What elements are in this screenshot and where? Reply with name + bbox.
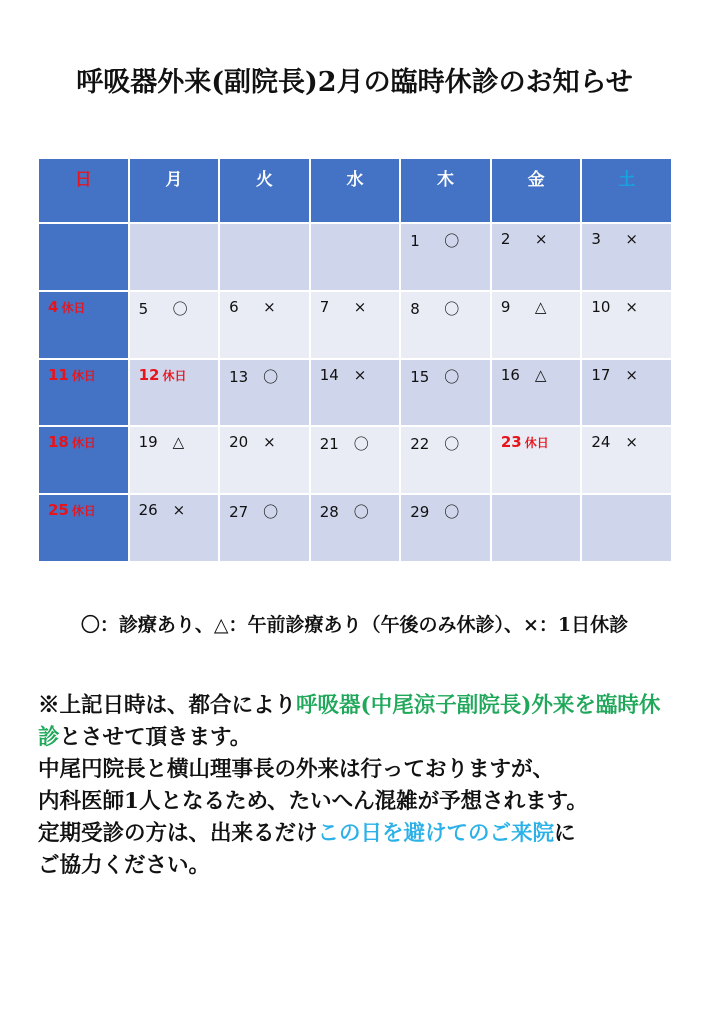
calendar-day-cell (310, 359, 401, 427)
day-number: 24 (591, 433, 611, 452)
day-number: 20 (229, 433, 249, 452)
day-number: 28 (319, 503, 339, 522)
holiday-text: 休日 (71, 436, 96, 451)
calendar-day-cell (491, 494, 582, 562)
day-number: 7 (319, 297, 330, 316)
calendar-day-cell (310, 494, 401, 562)
notice-line (38, 690, 678, 754)
holiday-text: 休日 (524, 436, 549, 451)
header-sunday (38, 158, 129, 223)
day-number: 26 (138, 501, 158, 520)
calendar-day-cell (400, 223, 491, 291)
calendar-week-row (38, 359, 672, 427)
day-number: 14 (319, 365, 339, 384)
header-friday: 金 (491, 158, 582, 223)
calendar-day-cell (581, 426, 672, 494)
header-label: 土 (618, 170, 636, 190)
notice-text: に (554, 821, 576, 846)
status-mark: 〇 (353, 503, 369, 522)
day-number: 13 (229, 367, 249, 386)
status-mark: × (353, 365, 367, 384)
calendar-day-cell (38, 291, 129, 359)
header-tuesday: 火 (219, 158, 310, 223)
calendar-day-cell (491, 291, 582, 359)
status-mark: 〇 (444, 435, 460, 454)
day-number: 21 (319, 435, 339, 454)
day-number: 17 (591, 365, 611, 384)
day-number: 29 (410, 503, 430, 522)
day-number: 23 (500, 433, 522, 452)
day-number: 11 (48, 365, 69, 384)
holiday-text: 休日 (71, 504, 96, 519)
calendar-day-cell (38, 359, 129, 427)
calendar-day-cell (581, 494, 672, 562)
status-mark: × (625, 297, 638, 316)
status-mark: × (353, 297, 367, 316)
day-number: 5 (138, 299, 149, 318)
status-mark: × (263, 433, 276, 452)
header-monday: 月 (129, 158, 220, 223)
holiday-label (501, 435, 549, 451)
calendar-day-cell (38, 426, 129, 494)
calendar-week-row (38, 223, 672, 291)
status-mark: × (625, 365, 638, 384)
calendar-day-cell (219, 359, 310, 427)
calendar-week-row (38, 426, 672, 494)
calendar-day-cell (581, 291, 672, 359)
calendar-day-cell (219, 426, 310, 494)
status-mark: 〇 (263, 503, 279, 522)
status-mark: 〇 (444, 367, 460, 386)
day-number: 1 (410, 232, 420, 250)
calendar-day-cell (491, 223, 582, 291)
day-number: 18 (48, 433, 69, 452)
calendar-day-cell (129, 223, 220, 291)
status-mark: × (534, 230, 548, 248)
calendar-day-cell (581, 359, 672, 427)
calendar-day-cell (581, 223, 672, 291)
day-number: 10 (591, 297, 611, 316)
legend: 〇：診療あり、△：午前診療あり（午後のみ休診）、×：1日休診 (80, 614, 629, 636)
holiday-text: 休日 (61, 300, 86, 315)
status-mark: △ (534, 297, 547, 316)
calendar-body (38, 223, 672, 562)
holiday-text: 休日 (71, 368, 96, 383)
holiday-label (48, 297, 86, 316)
notice-line: 中尾円院長と横山理事長の外来は行っておりますが、 (38, 757, 555, 782)
calendar-day-cell (400, 359, 491, 427)
header-label: 日 (74, 170, 92, 190)
day-number: 27 (229, 503, 249, 522)
calendar-day-cell (219, 223, 310, 291)
holiday-text: 休日 (162, 368, 187, 383)
header-saturday (581, 158, 672, 223)
holiday-label (48, 435, 96, 451)
status-mark: 〇 (263, 367, 279, 386)
day-number: 6 (229, 297, 239, 316)
status-mark: △ (534, 365, 547, 384)
header-wednesday: 水 (310, 158, 401, 223)
day-number: 16 (500, 365, 520, 384)
status-mark: 〇 (444, 299, 460, 318)
calendar-day-cell (129, 494, 220, 562)
calendar-day-cell (310, 291, 401, 359)
status-mark: 〇 (444, 503, 460, 522)
day-number: 3 (591, 230, 601, 248)
notice-text: 定期受診の方は、出来るだけ (38, 821, 318, 846)
status-mark: 〇 (172, 299, 188, 318)
calendar-day-cell (400, 426, 491, 494)
status-mark: × (263, 297, 276, 316)
notice-text: とさせて頂きます。 (59, 725, 252, 750)
calendar-day-cell (129, 426, 220, 494)
status-mark: 〇 (444, 232, 460, 250)
calendar-day-cell (491, 426, 582, 494)
calendar-day-cell (38, 223, 129, 291)
holiday-label (48, 503, 96, 519)
day-number: 19 (138, 433, 158, 452)
notice-line: ご協力ください。 (38, 853, 211, 878)
calendar-day-cell (38, 494, 129, 562)
status-mark: × (172, 501, 186, 520)
calendar-table (37, 157, 673, 563)
calendar-week-row (38, 494, 672, 562)
day-number: 8 (410, 299, 420, 318)
holiday-label (138, 365, 187, 384)
notice-highlight-blue: この日を避けてのご来院 (317, 821, 555, 846)
status-mark: 〇 (353, 435, 369, 454)
holiday-label (48, 365, 96, 384)
calendar-day-cell (491, 359, 582, 427)
calendar-week-row (38, 291, 672, 359)
notice (38, 690, 678, 882)
calendar-day-cell (219, 494, 310, 562)
day-number: 2 (500, 230, 511, 248)
notice-text: ※上記日時は、都合により (38, 693, 297, 718)
calendar-day-cell (310, 426, 401, 494)
day-number: 22 (410, 435, 430, 454)
day-number: 12 (138, 365, 160, 384)
day-number: 4 (48, 297, 59, 316)
notice-highlight-green: 呼吸器(中尾涼子副院長)外来を臨時休診 (38, 693, 661, 750)
calendar-day-cell (310, 223, 401, 291)
calendar-day-cell (400, 291, 491, 359)
status-mark: △ (172, 433, 185, 452)
calendar-day-cell (129, 291, 220, 359)
status-mark: × (625, 433, 638, 452)
calendar-day-cell (219, 291, 310, 359)
calendar-header-row (38, 158, 672, 223)
header-thursday: 木 (400, 158, 491, 223)
page-title: 呼吸器外来(副院長)2月の臨時休診のお知らせ (76, 67, 633, 98)
status-mark: × (625, 230, 638, 248)
calendar-day-cell (400, 494, 491, 562)
notice-line: 内科医師1人となるため、たいへん混雑が予想されます。 (38, 789, 588, 814)
notice-line (38, 818, 678, 850)
day-number: 25 (48, 501, 69, 520)
day-number: 9 (500, 297, 511, 316)
calendar-day-cell (129, 359, 220, 427)
day-number: 15 (410, 367, 430, 386)
